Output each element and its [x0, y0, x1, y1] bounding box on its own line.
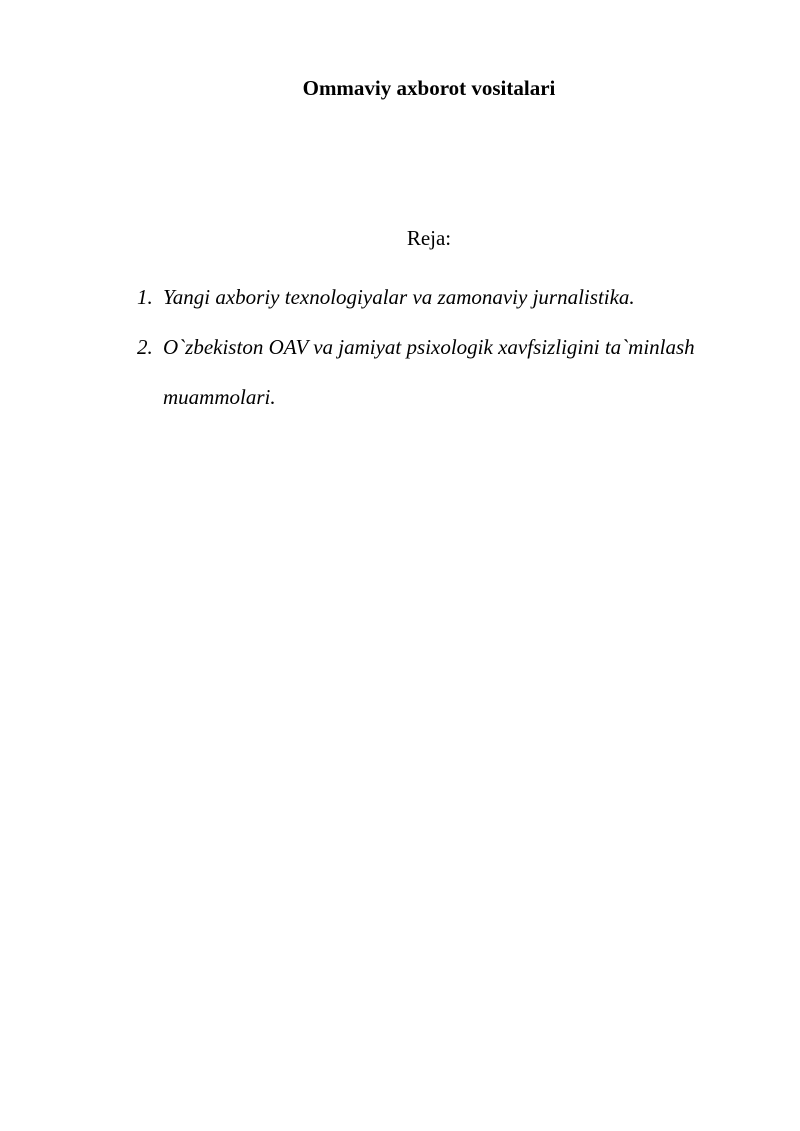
plan-item-number: 1. [137, 285, 153, 309]
plan-list [137, 272, 737, 422]
plan-item-number: 2. [137, 335, 153, 359]
plan-item-2 [137, 322, 737, 422]
document-title: Ommaviy axborot vositalari [302, 76, 556, 100]
plan-item-text: Yangi axboriy texnologiyalar va zamonaviy jurnalistika. [163, 285, 635, 309]
plan-heading: Reja: [406, 226, 452, 250]
plan-item-text: O`zbekiston OAV va jamiyat psixologik xavfsizligini ta`minlash muammolari. [163, 335, 695, 409]
plan-item-1 [137, 272, 737, 322]
